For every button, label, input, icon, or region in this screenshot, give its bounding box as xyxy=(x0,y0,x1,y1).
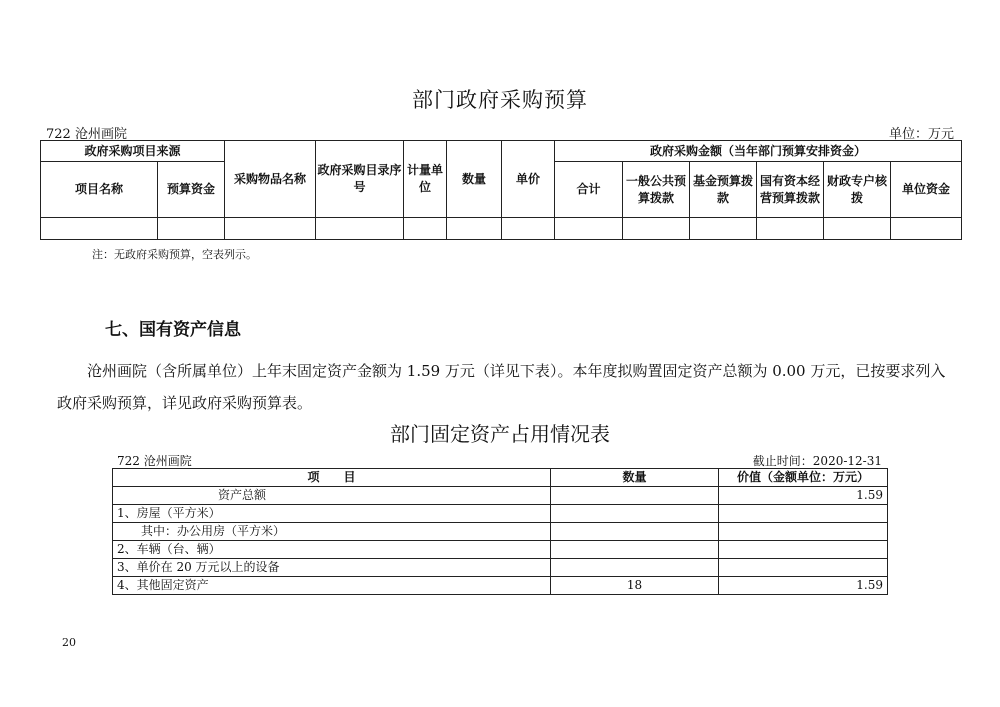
asset-name: 其中：办公用房（平方米） xyxy=(113,523,551,541)
header-state-capital: 国有资本经营预算拨款 xyxy=(757,162,824,218)
table-row xyxy=(113,559,888,577)
table-row xyxy=(41,218,962,240)
table-row xyxy=(113,487,888,505)
table-row xyxy=(113,541,888,559)
asset-quantity xyxy=(551,541,719,559)
procurement-note: 注：无政府采购预算，空表列示。 xyxy=(92,248,257,261)
procurement-unit: 单位：万元 xyxy=(888,127,954,142)
assets-header-value: 价值（金额单位：万元） xyxy=(719,469,888,487)
asset-name: 3、单价在 20 万元以上的设备 xyxy=(113,559,551,577)
assets-title: 部门固定资产占用情况表 xyxy=(390,422,610,446)
asset-name: 1、房屋（平方米） xyxy=(113,505,551,523)
asset-value xyxy=(719,505,888,523)
asset-value: 1.59 xyxy=(719,487,888,505)
assets-deadline: 截止时间：2020-12-31 xyxy=(752,454,882,468)
asset-name: 2、车辆（台、辆） xyxy=(113,541,551,559)
asset-quantity xyxy=(551,559,719,577)
page-number: 20 xyxy=(62,636,76,649)
table-row xyxy=(113,523,888,541)
header-fiscal-special: 财政专户核拨 xyxy=(824,162,891,218)
asset-quantity xyxy=(551,523,719,541)
header-source-group: 政府采购项目来源 xyxy=(41,141,225,162)
assets-org: 722 沧州画院 xyxy=(117,454,192,468)
assets-header-item: 项 目 xyxy=(113,469,551,487)
table-row xyxy=(113,577,888,595)
header-quantity: 数量 xyxy=(447,141,502,218)
header-budget-fund: 预算资金 xyxy=(158,162,225,218)
asset-name: 资产总额 xyxy=(113,487,551,505)
section-heading: 七、国有资产信息 xyxy=(105,320,241,340)
table-row xyxy=(113,505,888,523)
procurement-title: 部门政府采购预算 xyxy=(412,88,588,112)
asset-quantity: 18 xyxy=(551,577,719,595)
asset-value: 1.59 xyxy=(719,577,888,595)
asset-quantity xyxy=(551,487,719,505)
asset-value xyxy=(719,559,888,577)
header-unit-fund: 单位资金 xyxy=(891,162,962,218)
asset-value xyxy=(719,523,888,541)
procurement-table xyxy=(40,140,962,240)
header-item-name: 项目名称 xyxy=(41,162,158,218)
header-unit-price: 单价 xyxy=(502,141,555,218)
asset-quantity xyxy=(551,505,719,523)
header-fund-budget: 基金预算拨款 xyxy=(690,162,757,218)
asset-name: 4、其他固定资产 xyxy=(113,577,551,595)
header-total: 合计 xyxy=(555,162,623,218)
assets-table xyxy=(112,468,888,595)
header-measure-unit: 计量单位 xyxy=(404,141,447,218)
header-goods-name: 采购物品名称 xyxy=(225,141,316,218)
header-catalog-no: 政府采购目录序号 xyxy=(316,141,404,218)
assets-header-quantity: 数量 xyxy=(551,469,719,487)
section-paragraph: 沧州画院（含所属单位）上年末固定资产金额为 1.59 万元（详见下表）。本年度拟购置固定资产总额为 0.00 万元，已按要求列入政府采购预算，详见政府采购预算表。 xyxy=(57,362,946,412)
header-amount-group: 政府采购金额（当年部门预算安排资金） xyxy=(555,141,962,162)
asset-value xyxy=(719,541,888,559)
procurement-org: 722 沧州画院 xyxy=(46,127,127,142)
header-general-budget: 一般公共预算拨款 xyxy=(623,162,690,218)
